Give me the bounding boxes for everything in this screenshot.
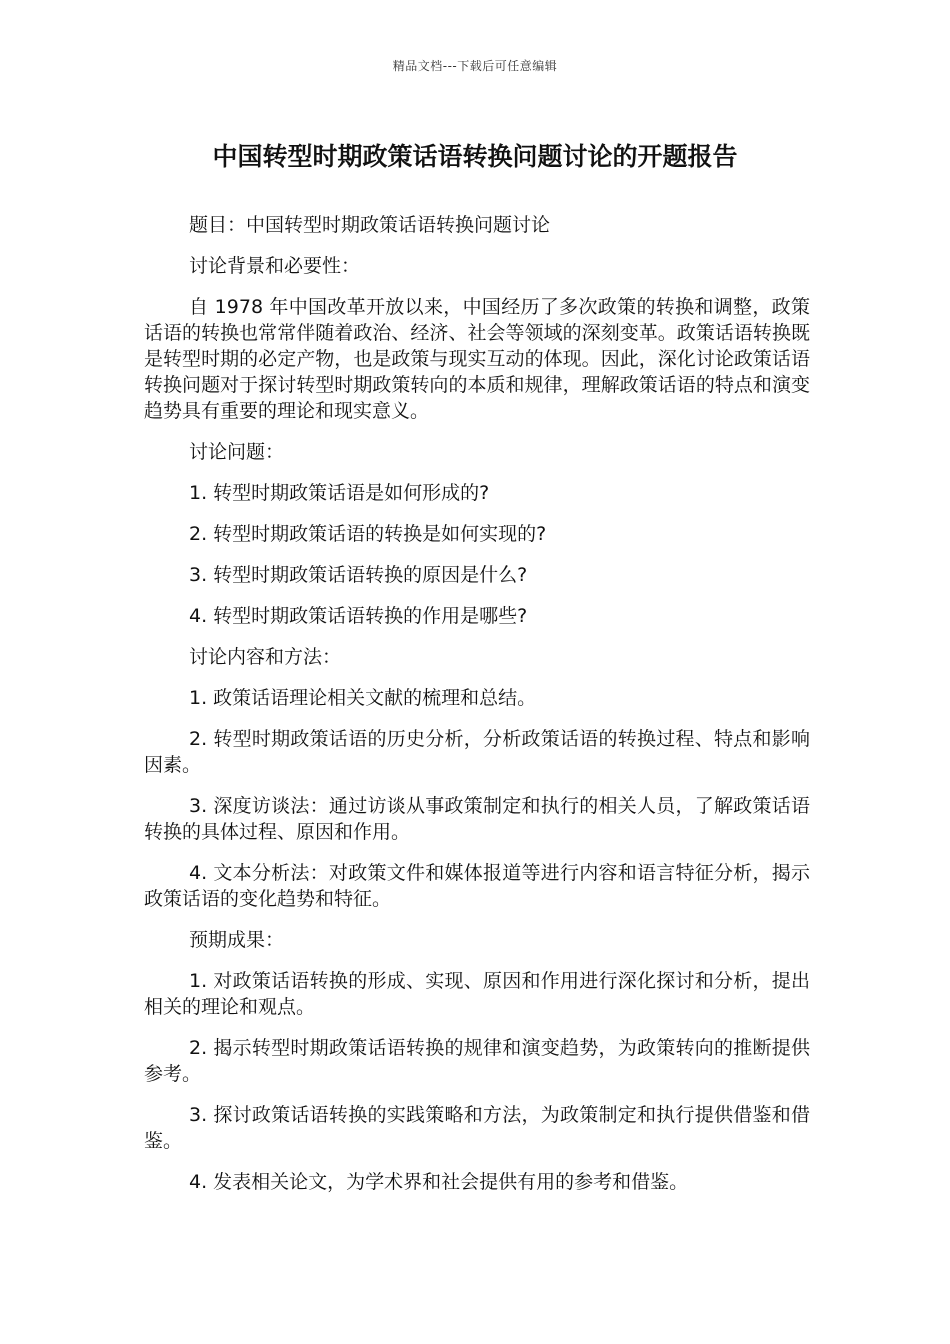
method-item-2: 2. 转型时期政策话语的历史分析，分析政策话语的转换过程、特点和影响因素。 bbox=[144, 728, 810, 776]
question-item-1: 1. 转型时期政策话语是如何形成的? bbox=[189, 482, 490, 504]
paragraph-background: 自 1978 年中国改革开放以来，中国经历了多次政策的转换和调整，政策话语的转换也常常伴随着政治、经济、社会等领域的深刻变革。政策话语转换既是转型时期的必定产物，也是政策与现实互动的体现。因此，深化讨论政策话语转换问题对于探讨转型时期政策转向的本质和规律，理解政策话语的特点和演变趋势具有重要的理论和现实意义。 bbox=[144, 296, 810, 422]
question-item-4: 4. 转型时期政策话语转换的作用是哪些? bbox=[189, 605, 528, 627]
method-item-1: 1. 政策话语理论相关文献的梳理和总结。 bbox=[189, 687, 537, 709]
method-item-3: 3. 深度访谈法：通过访谈从事政策制定和执行的相关人员，了解政策话语转换的具体过程、原因和作用。 bbox=[144, 795, 810, 843]
heading-outcomes: 预期成果： bbox=[189, 929, 285, 951]
document-body bbox=[144, 212, 810, 1210]
heading-questions: 讨论问题： bbox=[189, 441, 285, 463]
heading-background: 讨论背景和必要性： bbox=[189, 255, 361, 277]
outcome-item-2: 2. 揭示转型时期政策话语转换的规律和演变趋势，为政策转向的推断提供参考。 bbox=[144, 1037, 810, 1085]
document-title: 中国转型时期政策话语转换问题讨论的开题报告 bbox=[212, 142, 738, 171]
outcome-item-3: 3. 探讨政策话语转换的实践策略和方法，为政策制定和执行提供借鉴和借鉴。 bbox=[144, 1104, 810, 1152]
method-item-4: 4. 文本分析法：对政策文件和媒体报道等进行内容和语言特征分析，揭示政策话语的变化趋势和特征。 bbox=[144, 862, 810, 910]
question-item-2: 2. 转型时期政策话语的转换是如何实现的? bbox=[189, 523, 547, 545]
question-item-3: 3. 转型时期政策话语转换的原因是什么? bbox=[189, 564, 528, 586]
paragraph-topic: 题目：中国转型时期政策话语转换问题讨论 bbox=[189, 214, 551, 236]
header-note: 精品文档---下载后可任意编辑 bbox=[392, 59, 558, 73]
outcome-item-4: 4. 发表相关论文，为学术界和社会提供有用的参考和借鉴。 bbox=[189, 1171, 689, 1193]
outcome-item-1: 1. 对政策话语转换的形成、实现、原因和作用进行深化探讨和分析，提出相关的理论和观点。 bbox=[144, 970, 810, 1018]
heading-methods: 讨论内容和方法： bbox=[189, 646, 342, 668]
